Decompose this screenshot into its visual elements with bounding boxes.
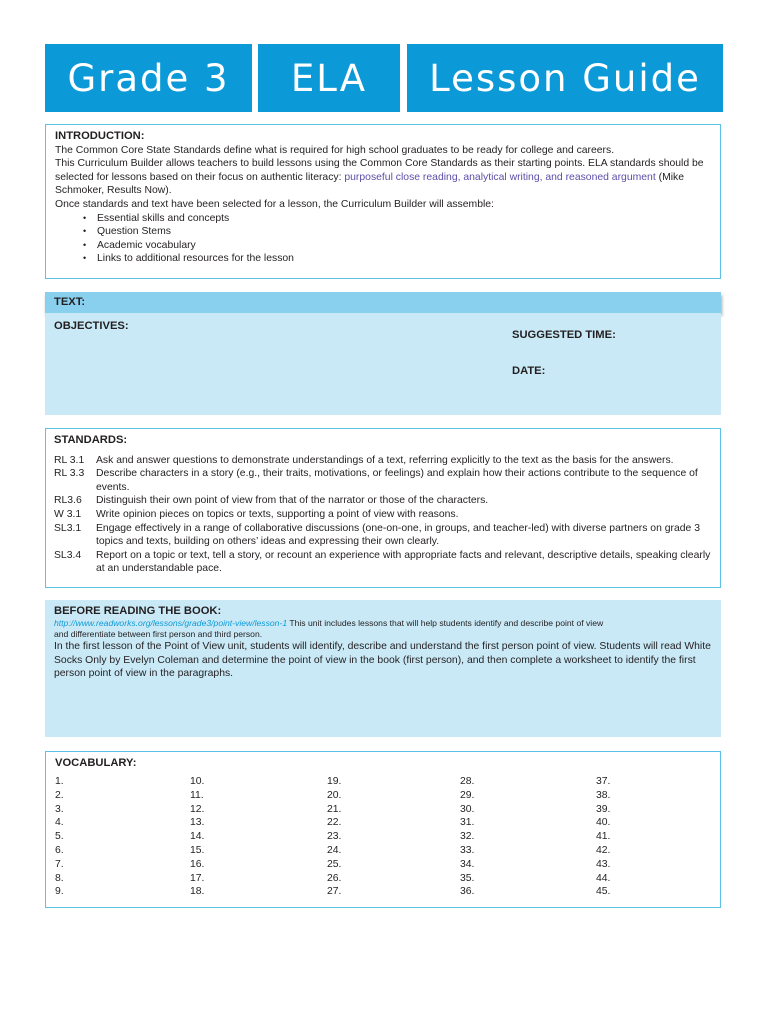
standard-code: RL3.6 [54,495,82,507]
vocab-entry: 2. [55,789,64,801]
vocab-entry: 44. [596,872,611,884]
vocab-entry: 7. [55,858,64,870]
standard-code: SL3.1 [54,522,82,534]
vocab-entry: 19. [327,776,342,787]
vocab-entry: 32. [460,831,475,843]
standard-row [54,549,712,576]
intro-line-1: The Common Core State Standards define what is required for high school graduates to be ready for college and careers. [55,144,615,156]
vocab-entry: 26. [327,872,342,884]
header-title-text: Lesson Guide [429,56,701,100]
intro-line-2 [55,157,711,198]
vocab-entry: 20. [327,789,342,801]
date-label: DATE: [512,365,546,377]
vocab-entry: 13. [190,817,205,829]
intro-highlight: purposeful close reading, analytical writing, and reasoned argument [344,171,656,183]
objectives-label: OBJECTIVES: [54,320,129,332]
vocabulary-heading: VOCABULARY: [55,757,137,769]
standard-description: Distinguish their own point of view from that of the narrator or those of the characters. [96,495,489,507]
intro-bullet-list [55,212,711,266]
vocab-entry: 28. [460,776,475,787]
standard-description: Write opinion pieces on topics or texts, supporting a point of view with reasons. [96,508,459,520]
vocab-entry: 45. [596,886,611,898]
standard-code: RL 3.1 [54,454,85,466]
vocab-entry: 23. [327,831,342,843]
vocabulary-column [327,775,341,899]
vocab-entry: 38. [596,789,611,801]
vocab-entry: 17. [190,872,205,884]
vocab-entry: 40. [596,817,611,829]
vocab-entry: 10. [190,776,205,787]
vocab-entry: 14. [190,831,205,843]
vocab-entry: 4. [55,817,64,829]
vocab-entry: 22. [327,817,342,829]
vocab-entry: 41. [596,831,611,843]
introduction-heading: INTRODUCTION: [55,130,145,142]
vocab-entry: 3. [55,803,64,815]
standards-section [45,428,721,588]
vocab-entry: 33. [460,844,475,856]
vocab-entry: 29. [460,789,475,801]
vocab-entry: 18. [190,886,205,898]
vocab-entry: 8. [55,872,64,884]
vocab-entry: 27. [327,886,342,898]
vocab-entry: 16. [190,858,205,870]
vocab-entry: 30. [460,803,475,815]
intro-bullet: • Links to additional resources for the lesson [97,252,711,266]
header-subject-text: ELA [290,56,368,100]
intro-line-2-post: (Mike Schmoker, Results Now). [55,171,685,197]
vocab-entry: 15. [190,844,205,856]
vocabulary-grid [55,769,711,899]
intro-bullet: • Academic vocabulary [97,239,711,253]
header-title [407,44,723,112]
before-reading-section [45,600,721,737]
before-reading-body: In the first lesson of the Point of View unit, students will identify, describe and understand the first person point of view. Students will read White Socks Only by Evelyn Coleman and determine the point of view in the book (first person), and then complete a worksheet to identify the first person point of view in the paragraphs. [54,641,711,680]
text-bar [45,292,721,313]
standard-description: Describe characters in a story (e.g., their traits, motivations, or feelings) and explain how their actions contribute to the sequence of events. [96,468,698,493]
intro-bullet: • Essential skills and concepts [97,212,711,226]
readworks-link[interactable]: http://www.readworks.org/lessons/grade3/point-view/lesson-1 [54,618,288,629]
header-subject [258,44,400,112]
vocab-entry: 43. [596,858,611,870]
header-grade [45,44,252,112]
vocab-entry: 36. [460,886,475,898]
vocab-entry: 24. [327,844,342,856]
standard-code: RL 3.3 [54,468,85,480]
header-grade-text: Grade 3 [67,56,230,100]
intro-line-2-pre: This Curriculum Builder allows teachers to build lessons using the Common Core Standards as their starting points. ELA standards should be selected for lessons based on their focus on authentic literacy: [55,158,704,183]
vocab-entry: 31. [460,817,475,829]
standards-heading: STANDARDS: [54,434,128,446]
vocab-entry: 25. [327,858,342,870]
vocab-entry: 1. [55,776,64,787]
before-reading-intro [54,618,614,640]
standard-description: Engage effectively in a range of collaborative discussions (one-on-one, in groups, and teacher-led) with diverse partners on grade 3 topics and texts, building on others’ ideas and expressing their own clearly. [96,522,700,548]
vocab-entry: 21. [327,803,342,815]
vocab-entry: 37. [596,776,611,787]
vocab-entry: 35. [460,872,475,884]
before-reading-small-text: This unit includes lessons that will help students identify and describe point of view and differentiate between first person and third person. [54,618,604,640]
vocab-entry: 9. [55,886,64,898]
intro-bullet: • Question Stems [97,225,711,239]
standard-row [54,522,712,549]
standard-description: Ask and answer questions to demonstrate understandings of a text, referring explicitly to the text as the basis for the answers. [96,454,674,466]
vocab-entry: 39. [596,803,611,815]
standard-description: Report on a topic or text, tell a story, or recount an experience with appropriate facts and relevant, descriptive details, speaking clearly at an understandable pace. [96,549,711,575]
vocab-entry: 11. [190,789,204,801]
standard-code: W 3.1 [54,508,82,520]
vocabulary-column [190,775,204,899]
vocab-entry: 12. [190,803,205,815]
vocabulary-column [460,775,474,899]
vocab-entry: 42. [596,844,611,856]
objectives-section [45,313,721,415]
text-label: TEXT: [54,296,86,308]
standard-row [54,467,712,494]
introduction-section [45,124,721,279]
standard-code: SL3.4 [54,549,82,561]
standard-row [54,494,712,508]
vocab-entry: 6. [55,844,64,856]
vocab-entry: 34. [460,858,475,870]
standard-row [54,508,712,522]
vocabulary-section [45,751,721,908]
vocab-entry: 5. [55,831,64,843]
suggested-time-label: SUGGESTED TIME: [512,329,616,341]
before-reading-heading: BEFORE READING THE BOOK: [54,605,222,617]
vocabulary-column [596,775,610,899]
standard-row [54,454,712,468]
vocabulary-column [55,775,64,899]
intro-line-3: Once standards and text have been selected for a lesson, the Curriculum Builder will assemble: [55,198,494,210]
